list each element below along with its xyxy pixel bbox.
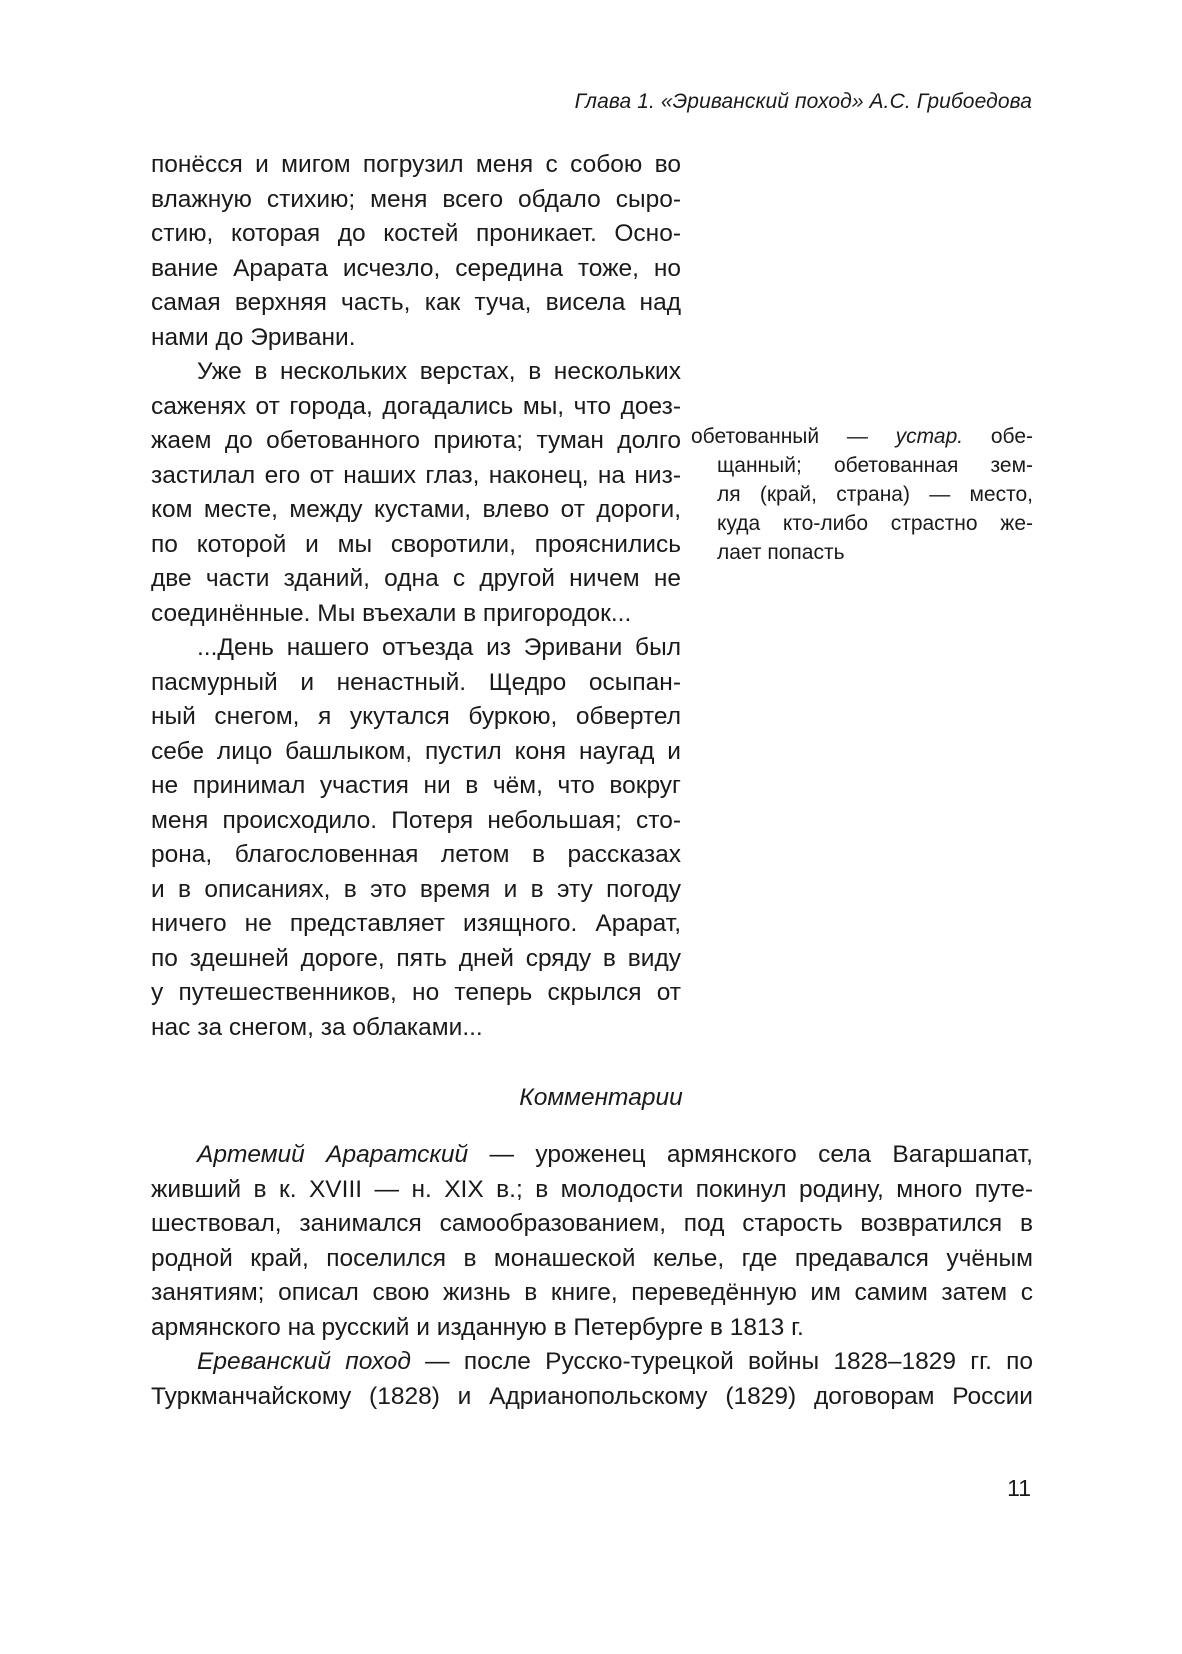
- text-line: не принимал участия ни в чём, что вокруг: [151, 772, 681, 799]
- text-line: соединённые. Мы въехали в пригородок...: [151, 599, 632, 627]
- text-line: саженях от города, догадались мы, что доез-: [151, 392, 681, 420]
- comment-line: Туркманчайскому (1828) и Адрианопольскому (1829) договорам России: [151, 1382, 1033, 1410]
- text-line: себе лицо башлыком, пустил коня наугад и: [151, 737, 681, 765]
- text-line: Уже в нескольких верстах, в нескольких: [197, 358, 681, 385]
- text-line: стию, которая до костей проникает. Осно-: [151, 220, 681, 247]
- text-line: ...День нашего отъезда из Эривани был: [197, 634, 681, 661]
- text-line: по которой и мы своротили, прояснились: [151, 530, 681, 558]
- text-line: ничего не представляет изящного. Арарат,: [151, 910, 681, 937]
- text-line: понёсся и мигом погрузил меня с собою во: [151, 151, 681, 178]
- text-line: ком месте, между кустами, влево от дороги,: [151, 496, 681, 523]
- paragraph-1: [151, 148, 681, 355]
- comment-line: [151, 1138, 1033, 1173]
- text-line: жаем до обетованного приюта; туман долго: [151, 427, 681, 454]
- text-line: по здешней дороге, пять дней сряду в виду: [151, 944, 681, 972]
- text-line: застилал его от наших глаз, наконец, на низ-: [151, 461, 681, 489]
- comment-text: — уроженец армянского села Вагаршапат,: [468, 1141, 1033, 1168]
- comments-section: [151, 1138, 1033, 1414]
- text-line: у путешественников, но теперь скрылся от: [151, 979, 681, 1006]
- text-line: и в описаниях, в это время и в эту погоду: [151, 875, 681, 903]
- paragraph-3: [151, 631, 681, 1045]
- comment-line: армянского на русский и изданную в Петербурге в 1813 г.: [151, 1313, 804, 1341]
- comment-term: Артемий Араратский: [197, 1141, 469, 1168]
- text-line: нами до Эривани.: [151, 323, 356, 351]
- text-line: самая верхняя часть, как туча, висела над: [151, 289, 681, 316]
- gloss-term: обетованный —: [691, 425, 868, 448]
- text-line: вание Арарата исчезло, середина тоже, но: [151, 254, 681, 282]
- margin-gloss: [691, 422, 1033, 567]
- comment-text: — после Русско-турецкой войны 1828–1829 гг. по: [410, 1348, 1033, 1375]
- gloss-line: ля (край, страна) — место,: [717, 483, 1033, 506]
- gloss-line: куда кто-либо страстно же-: [717, 512, 1033, 535]
- comment-line: [151, 1345, 1033, 1380]
- comment-term: Ереванский поход: [197, 1348, 411, 1375]
- comment-line: шествовал, занимался самообразованием, под старость возвратился в: [151, 1210, 1033, 1237]
- text-line: две части зданий, одна с другой ничем не: [151, 565, 681, 592]
- text-line: нас за снегом, за облаками...: [151, 1013, 483, 1041]
- comment-line: живший в к. XVIII — н. XIX в.; в молодости покинул родину, много путе-: [151, 1175, 1033, 1203]
- page-number: 11: [1007, 1475, 1031, 1501]
- text-line: меня происходило. Потеря небольшая; сто-: [151, 806, 681, 834]
- comment-line: занятиям; описал свою жизнь в книге, переведённую им самим затем с: [151, 1279, 1033, 1306]
- gloss-text: обе-: [990, 425, 1033, 448]
- main-text-column: [151, 148, 681, 1045]
- text-line: пасмурный и ненастный. Щедро осыпан-: [151, 668, 681, 696]
- gloss-line: [691, 422, 1033, 451]
- text-line: ный снегом, я укутался буркою, обвертел: [151, 703, 681, 730]
- running-head: Глава 1. «Эриванский поход» А.С. Грибоедова: [574, 90, 1032, 113]
- gloss-line: щанный; обетованная зем-: [717, 454, 1033, 477]
- comments-title: Комментарии: [519, 1084, 683, 1111]
- comment-line: родной край, поселился в монашеской келье, где предавался учёным: [151, 1244, 1033, 1272]
- text-line: рона, благословенная летом в рассказах: [151, 841, 681, 868]
- paragraph-2: [151, 355, 681, 631]
- gloss-line: лает попасть: [717, 541, 845, 564]
- text-line: влажную стихию; меня всего обдало сыро-: [151, 185, 681, 213]
- gloss-abbr: устар.: [895, 425, 964, 448]
